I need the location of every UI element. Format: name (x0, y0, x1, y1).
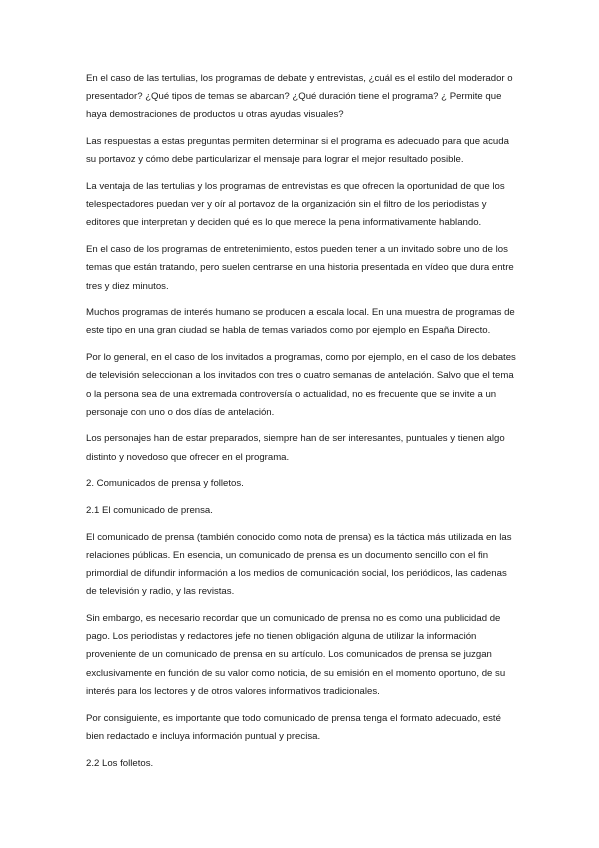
subsection-heading-2-2: 2.2 Los folletos. (86, 757, 154, 769)
paragraph-human-interest: Muchos programas de interés humano se producen a escala local. En una muestra de programas de este tipo en una gran ciudad se habla de temas variados como por ejemplo en España Directo. (86, 307, 515, 337)
paragraph-press-release: El comunicado de prensa (también conocido como nota de prensa) es la táctica más utilizada en las relaciones públicas. En esencia, un comunicado de prensa es un documento sencillo con el fin primordial de difundir información a los medios de comunicación social, los periódicos, las cadenas de televisión y radio, y las revistas. (86, 531, 512, 598)
document-body (86, 70, 518, 781)
paragraph-characters: Los personajes han de estar preparados, siempre han de ser interesantes, puntuales y tienen algo distinto y novedoso que ofrecer en el programa. (86, 433, 505, 463)
paragraph-format: Por consiguiente, es importante que todo comunicado de prensa tenga el formato adecuado, esté bien redactado e incluya información puntual y precisa. (86, 712, 501, 742)
paragraph-entertainment: En el caso de los programas de entretenimiento, estos pueden tener a un invitado sobre uno de los temas que están tratando, pero suelen centrarse en una historia presentada en vídeo que dura entre tres y diez minutos. (86, 244, 514, 292)
paragraph-answers: Las respuestas a estas preguntas permiten determinar si el programa es adecuado para que acuda su portavoz y cómo debe particularizar el mensaje para lograr el mejor resultado posible. (86, 136, 509, 166)
paragraph-not-advertising: Sin embargo, es necesario recordar que un comunicado de prensa no es como una publicidad de pago. Los periodistas y redactores jefe no tienen obligación alguna de utilizar la información proveniente de un comunicado de prensa en su artículo. Los comunicados de prensa se juzgan exclusivamente en función de su valor como noticia, de su emisión en el momento oportuno, de su interés para los lectores y de otros valores informativos tradicionales. (86, 613, 506, 697)
paragraph-advantage: La ventaja de las tertulias y los programas de entrevistas es que ofrecen la oportunidad de que los telespectadores puedan ver y oír al portavoz de la organización sin el filtro de los periodistas y editores que interpretan y deciden qué es lo que merece la pena informativamente hablando. (86, 181, 505, 229)
subsection-heading-2-1: 2.1 El comunicado de prensa. (86, 505, 213, 517)
paragraph-tertulias-questions: En el caso de las tertulias, los programas de debate y entrevistas, ¿cuál es el estilo del moderador o presentador? ¿Qué tipos de temas se abarcan? ¿Qué duración tiene el programa? ¿ Permite que haya demostraciones de productos u otras ayudas visuales? (86, 73, 513, 121)
section-heading-2: 2. Comunicados de prensa y folletos. (86, 478, 244, 490)
paragraph-guests: Por lo general, en el caso de los invitados a programas, como por ejemplo, en el caso de los debates de televisión seleccionan a los invitados con tres o cuatro semanas de antelación. Salvo que el tema o la persona sea de una extremada controversía o actualidad, no es frecuente que se invite a un personaje con uno o dos días de antelación. (86, 352, 516, 418)
